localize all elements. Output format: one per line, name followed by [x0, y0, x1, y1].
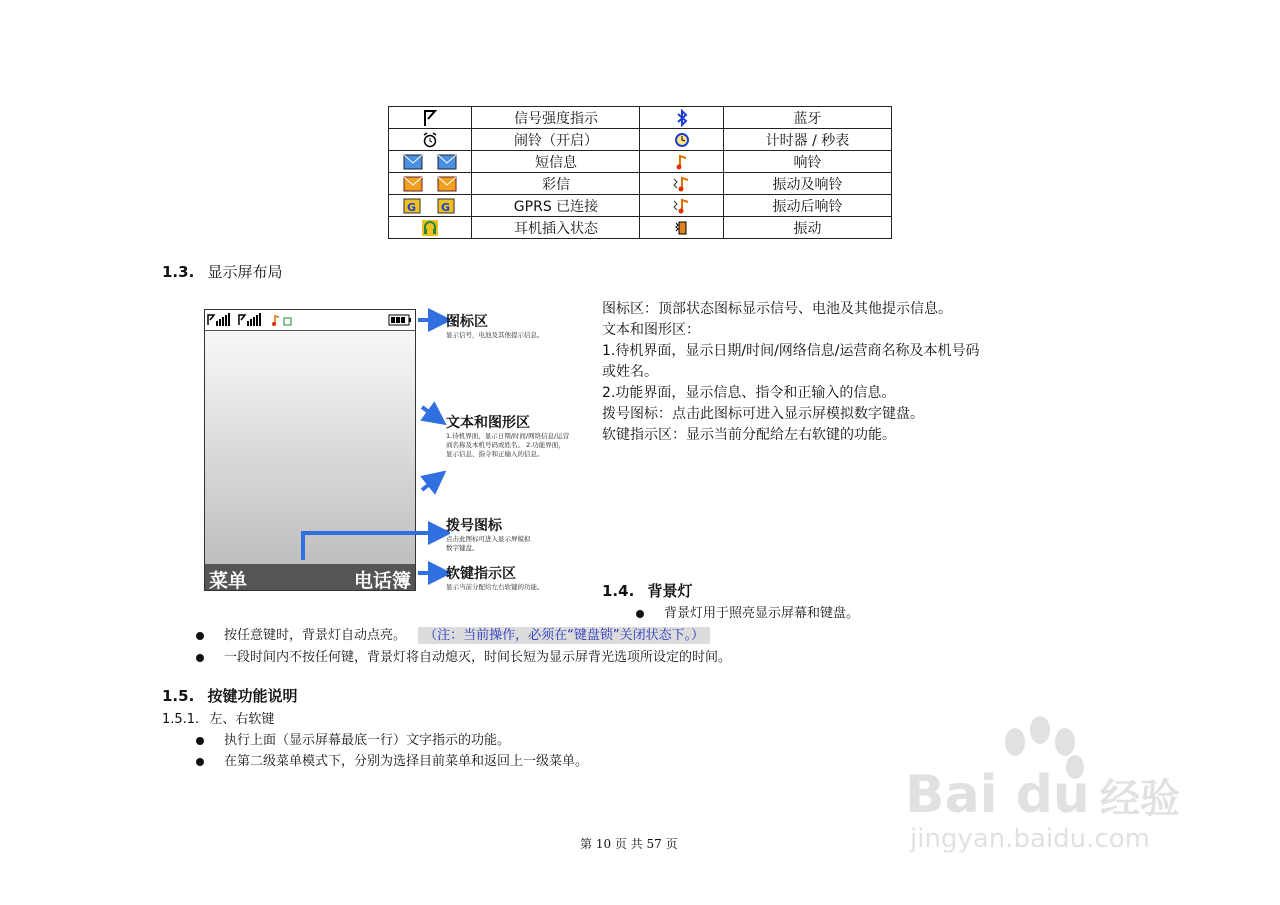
- alarm-clock-icon: [389, 129, 472, 151]
- table-cell-label: 振动: [723, 217, 891, 239]
- section-heading-1-5: [162, 685, 298, 706]
- callout-desc: 1.待机界面，显示日期/时间/网络信息/运营商名称及本机号码或姓名。 2.功能界面，显示信息、指令和正输入的信息。: [446, 432, 570, 458]
- left-softkey[interactable]: 菜单: [209, 570, 248, 592]
- bullet-dot: [196, 737, 204, 745]
- status-icon-table: [388, 106, 892, 239]
- headset-icon: [389, 217, 472, 239]
- gprs-icon: [389, 195, 472, 217]
- bullet-dot: [196, 632, 204, 640]
- svg-text:G: G: [441, 200, 451, 214]
- sms-icon: [389, 151, 472, 173]
- vibrate-then-ring-icon: [640, 195, 723, 217]
- section-heading-1-3: [162, 261, 283, 282]
- section-number: 1.5.: [162, 687, 195, 705]
- mms-icon: [389, 173, 472, 195]
- svg-text:G: G: [407, 200, 417, 214]
- table-cell-label: 短信息: [472, 151, 640, 173]
- baidu-paw-logo: [905, 712, 1205, 862]
- bullet-dot: [196, 758, 204, 766]
- callout-desc: 点击此图标可进入显示屏模拟数字键盘。: [446, 535, 531, 552]
- bluetooth-icon: [640, 107, 723, 129]
- timer-icon: [640, 129, 723, 151]
- section-title: 按键功能说明: [207, 687, 298, 705]
- callout-arrows: [300, 300, 450, 590]
- desc-line: 图标区：顶部状态图标显示信号、电池及其他提示信息。: [602, 301, 952, 317]
- table-cell-label: 蓝牙: [723, 107, 891, 129]
- callout-desc: 显示当前分配给左右软键的功能。: [446, 583, 544, 591]
- desc-line: 拨号图标：点击此图标可进入显示屏模拟数字键盘。: [602, 406, 924, 422]
- list-item: [196, 624, 710, 643]
- bullet-dot: [196, 654, 204, 662]
- table-cell-label: 计时器 / 秒表: [723, 129, 891, 151]
- table-cell-label: 闹铃（开启）: [472, 129, 640, 151]
- callout-desc: 显示信号，电池及其他提示信息。: [446, 331, 544, 339]
- list-item: [196, 646, 731, 665]
- bullet-dot: [636, 610, 644, 618]
- table-cell-label: 耳机插入状态: [472, 217, 640, 239]
- desc-line: 2.功能界面，显示信息、指令和正输入的信息。: [602, 385, 896, 401]
- page-footer: 第 10 页 共 57 页: [580, 837, 678, 851]
- section-number: 1.5.1.: [162, 712, 200, 727]
- section-title: 显示屏布局: [207, 263, 283, 281]
- callout-title: 拨号图标: [446, 518, 502, 534]
- bullet-text: 背景灯用于照亮显示屏幕和键盘。: [664, 606, 860, 621]
- desc-line: 1.待机界面，显示日期/时间/网络信息/运营商名称及本机号码: [602, 343, 980, 359]
- section-heading-1-4: [602, 580, 693, 601]
- table-cell-label: 振动后响铃: [723, 195, 891, 217]
- section-number: 1.4.: [602, 582, 635, 600]
- vibrate-icon: [640, 217, 723, 239]
- desc-line: 软键指示区：显示当前分配给左右软键的功能。: [602, 427, 896, 443]
- vibrate-and-ring-icon: [640, 173, 723, 195]
- list-item: [636, 602, 859, 621]
- table-row: [389, 195, 892, 217]
- bullet-text: 按任意键时，背景灯自动点亮。: [224, 628, 407, 643]
- svg-text:jingyan.baidu.com: jingyan.baidu.com: [910, 824, 1150, 854]
- layout-description: [602, 299, 1042, 446]
- table-cell-label: 信号强度指示: [472, 107, 640, 129]
- desc-line: 或姓名。: [602, 364, 658, 380]
- callout-title: 软键指示区: [446, 566, 516, 582]
- callout-softkey-area: [446, 563, 576, 592]
- table-row: [389, 151, 892, 173]
- list-item: [196, 729, 510, 748]
- ring-icon: [640, 151, 723, 173]
- section-number: 1.3.: [162, 263, 195, 281]
- callout-text-area: [446, 412, 570, 459]
- signal-strength-icon: [389, 107, 472, 129]
- right-softkey[interactable]: 电话簿: [353, 570, 411, 592]
- subsection-heading-1-5-1: [162, 708, 274, 727]
- callout-icon-area: [446, 311, 576, 340]
- table-cell-label: GPRS 已连接: [472, 195, 640, 217]
- bullet-text: 在第二级菜单模式下，分别为选择目前菜单和返回上一级菜单。: [224, 754, 589, 769]
- callout-title: 文本和图形区: [446, 415, 530, 431]
- table-row: [389, 129, 892, 151]
- desc-line: 文本和图形区：: [602, 322, 700, 338]
- table-cell-label: 彩信: [472, 173, 640, 195]
- svg-text:经验: 经验: [1100, 776, 1180, 822]
- table-cell-label: 响铃: [723, 151, 891, 173]
- svg-text:Bai du: Bai du: [905, 765, 1090, 825]
- table-row: [389, 173, 892, 195]
- bullet-text: 一段时间内不按任何键，背景灯将自动熄灭，时间长短为显示屏背光选项所设定的时间。: [224, 650, 732, 665]
- table-row: [389, 217, 892, 239]
- note-highlight: （注：当前操作，必须在“键盘锁”关闭状态下。）: [418, 627, 710, 644]
- section-title: 背景灯: [647, 582, 693, 600]
- bullet-text: 执行上面（显示屏幕最底一行）文字指示的功能。: [224, 733, 511, 748]
- callout-title: 图标区: [446, 314, 488, 330]
- callout-dial-icon: [446, 515, 536, 553]
- table-cell-label: 振动及响铃: [723, 173, 891, 195]
- baidu-watermark: [905, 712, 1205, 862]
- section-title: 左、右软键: [209, 712, 275, 727]
- table-row: [389, 107, 892, 129]
- list-item: [196, 750, 588, 769]
